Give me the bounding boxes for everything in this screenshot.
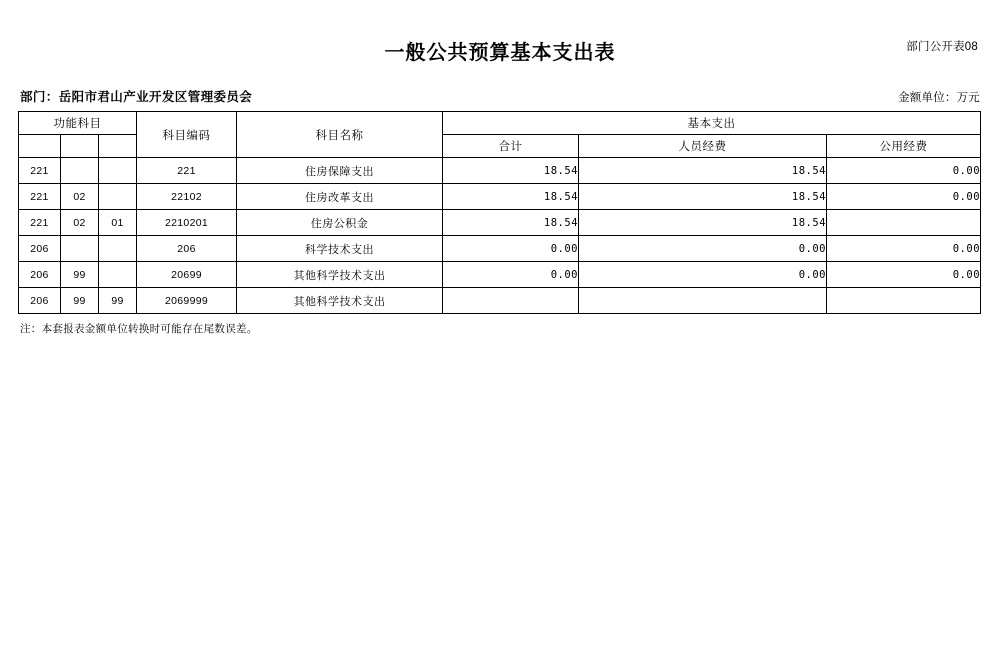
cell-subject-code: 20699 <box>137 262 237 288</box>
cell-function-3 <box>99 158 137 184</box>
department-line <box>20 87 252 105</box>
cell-total: 18.54 <box>443 210 579 236</box>
page-title: 一般公共预算基本支出表 <box>384 42 616 64</box>
cell-function-2: 02 <box>61 184 99 210</box>
table-header <box>19 112 981 158</box>
cell-public <box>827 288 981 314</box>
cell-subject-name: 住房公积金 <box>237 210 443 236</box>
cell-function-2: 02 <box>61 210 99 236</box>
department-label: 部门： <box>20 90 59 104</box>
cell-personnel: 18.54 <box>579 158 827 184</box>
cell-function-2: 99 <box>61 288 99 314</box>
cell-subject-code: 221 <box>137 158 237 184</box>
cell-function-1: 221 <box>19 158 61 184</box>
cell-subject-name: 科学技术支出 <box>237 236 443 262</box>
table-row <box>19 236 981 262</box>
cell-function-1: 206 <box>19 236 61 262</box>
cell-subject-name: 其他科学技术支出 <box>237 262 443 288</box>
header-basic-expenditure: 基本支出 <box>443 112 981 135</box>
cell-subject-name: 住房保障支出 <box>237 158 443 184</box>
table-row <box>19 184 981 210</box>
cell-function-2 <box>61 236 99 262</box>
cell-subject-name: 住房改革支出 <box>237 184 443 210</box>
cell-total: 18.54 <box>443 184 579 210</box>
header-function-level2 <box>61 135 99 158</box>
cell-personnel: 0.00 <box>579 236 827 262</box>
cell-subject-code: 2069999 <box>137 288 237 314</box>
table-row <box>19 158 981 184</box>
cell-personnel <box>579 288 827 314</box>
cell-function-3 <box>99 262 137 288</box>
cell-function-2: 99 <box>61 262 99 288</box>
table-row <box>19 210 981 236</box>
cell-function-3: 99 <box>99 288 137 314</box>
department-name: 岳阳市君山产业开发区管理委员会 <box>58 90 253 104</box>
cell-public: 0.00 <box>827 158 981 184</box>
cell-function-3: 01 <box>99 210 137 236</box>
header-personnel: 人员经费 <box>579 135 827 158</box>
header-subject-name: 科目名称 <box>237 112 443 158</box>
cell-function-1: 221 <box>19 184 61 210</box>
document-code: 部门公开表08 <box>906 41 978 53</box>
cell-total: 0.00 <box>443 262 579 288</box>
budget-table <box>18 111 981 314</box>
header-function-level3 <box>99 135 137 158</box>
meta-row <box>18 87 982 105</box>
cell-public <box>827 210 981 236</box>
cell-personnel: 18.54 <box>579 184 827 210</box>
cell-total: 0.00 <box>443 236 579 262</box>
cell-function-3 <box>99 184 137 210</box>
cell-public: 0.00 <box>827 262 981 288</box>
cell-function-2 <box>61 158 99 184</box>
header-public: 公用经费 <box>827 135 981 158</box>
table-note: 注：本套报表金额单位转换时可能存在尾数误差。 <box>20 323 258 335</box>
header-total: 合计 <box>443 135 579 158</box>
cell-total: 18.54 <box>443 158 579 184</box>
cell-function-1: 206 <box>19 288 61 314</box>
cell-total <box>443 288 579 314</box>
header-function-level1 <box>19 135 61 158</box>
cell-subject-code: 206 <box>137 236 237 262</box>
cell-public: 0.00 <box>827 184 981 210</box>
cell-subject-code: 22102 <box>137 184 237 210</box>
table-body <box>19 158 981 314</box>
table-row <box>19 262 981 288</box>
cell-function-1: 221 <box>19 210 61 236</box>
header-function-subject: 功能科目 <box>19 112 137 135</box>
cell-function-3 <box>99 236 137 262</box>
cell-personnel: 0.00 <box>579 262 827 288</box>
cell-personnel: 18.54 <box>579 210 827 236</box>
cell-public: 0.00 <box>827 236 981 262</box>
document-page <box>0 30 1000 665</box>
table-row <box>19 288 981 314</box>
cell-function-1: 206 <box>19 262 61 288</box>
cell-subject-name: 其他科学技术支出 <box>237 288 443 314</box>
header-subject-code: 科目编码 <box>137 112 237 158</box>
amount-unit: 金额单位：万元 <box>898 92 980 104</box>
cell-subject-code: 2210201 <box>137 210 237 236</box>
